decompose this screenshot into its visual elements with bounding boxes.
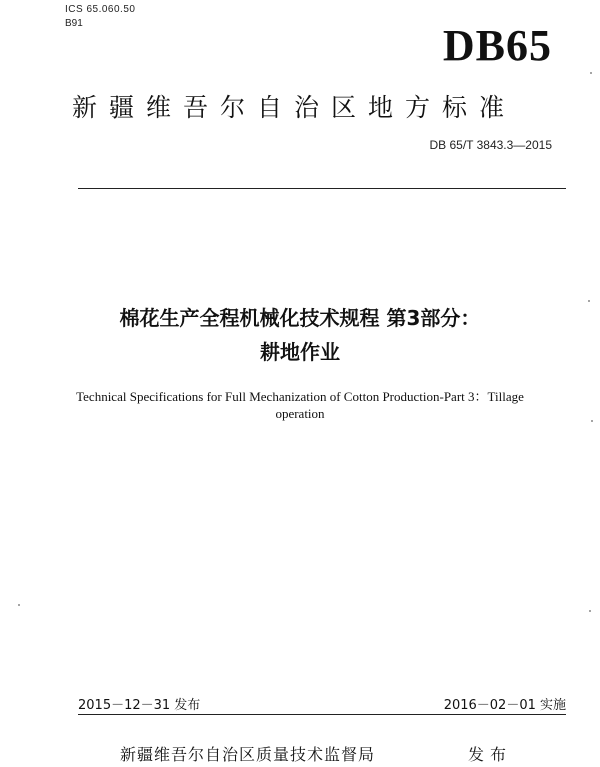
scan-speck xyxy=(590,72,592,74)
implementation-date: 2016－02－01 实施 xyxy=(443,698,566,713)
db-logo: DB65 xyxy=(442,21,552,70)
scan-speck xyxy=(591,420,593,422)
title-en-line2: operation xyxy=(275,406,325,421)
title-zh-line2: 耕地作业 xyxy=(260,340,340,364)
title-zh-line1: 棉花生产全程机械化技术规程 第3部分： xyxy=(119,306,481,330)
issue-date: 2015－12－31 发布 xyxy=(78,698,201,713)
scan-speck xyxy=(588,300,590,302)
standard-number: DB 65/T 3843.3—2015 xyxy=(429,138,552,152)
top-divider xyxy=(78,188,566,189)
ics-code: ICS 65.060.50 xyxy=(65,4,136,15)
title-en-line1: Technical Specifications for Full Mechanization of Cotton Production-Part 3：Tillage xyxy=(76,389,524,404)
ccs-code: B91 xyxy=(65,18,83,29)
issuing-authority: 新疆维吾尔自治区质量技术监督局 xyxy=(120,745,376,764)
standard-type-heading: 新疆维吾尔自治区地方标准 xyxy=(72,93,517,122)
bottom-divider xyxy=(78,714,566,715)
issuing-action: 发布 xyxy=(468,745,513,764)
scan-speck xyxy=(18,604,20,606)
scan-speck xyxy=(589,610,591,612)
